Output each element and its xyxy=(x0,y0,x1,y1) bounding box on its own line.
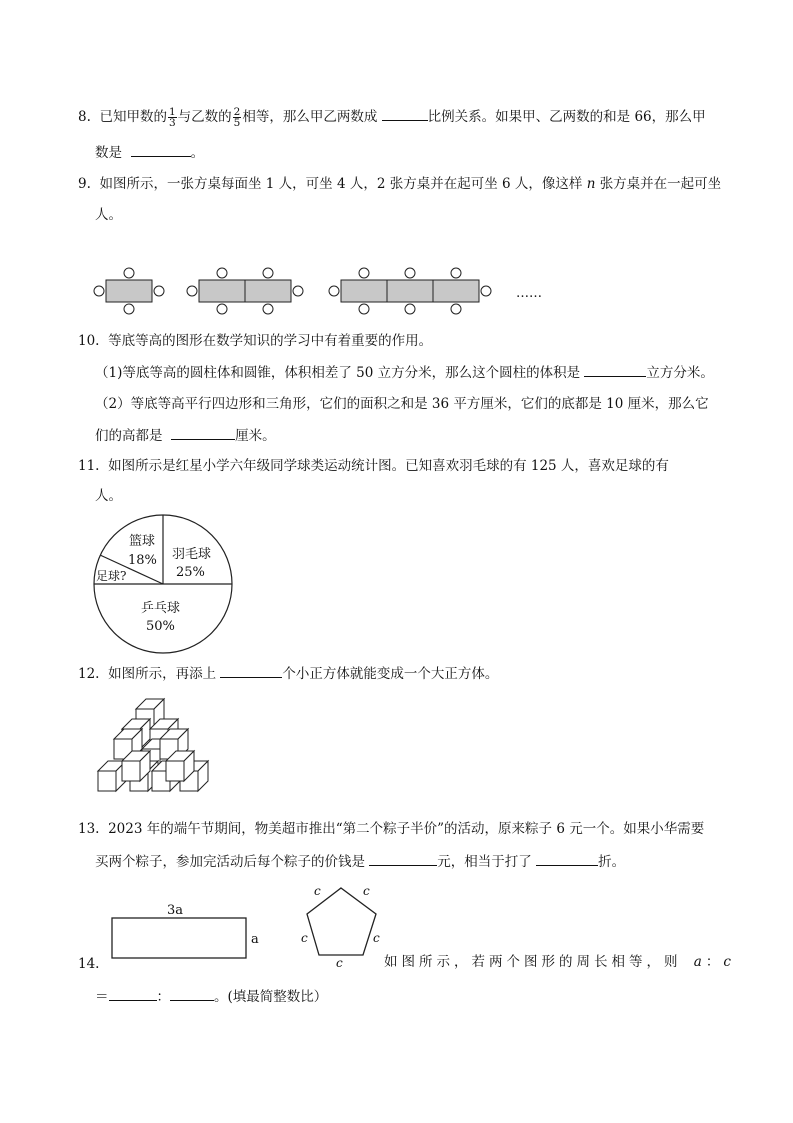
q8-text-6: 。 xyxy=(190,145,205,161)
table-2b xyxy=(245,280,291,302)
rectangle-figure xyxy=(104,900,264,960)
pent-label-3: c xyxy=(301,931,308,945)
q8-answer-blank-1[interactable] xyxy=(382,106,428,121)
q13-text-4: 折。 xyxy=(598,854,626,870)
q14-equals: ＝ xyxy=(95,989,109,1005)
q13-text-1: 2023 年的端午节期间，物美超市推出“第二个粽子半价”的活动，原来粽子 6 元一个。如果小华需要 xyxy=(108,821,705,837)
q14-var-c: c xyxy=(723,954,735,970)
pent-label-2: c xyxy=(363,884,370,898)
seat xyxy=(154,286,164,296)
ellipsis: …… xyxy=(516,286,542,301)
seat xyxy=(451,304,461,314)
q13-line2 xyxy=(95,851,625,872)
seat xyxy=(217,304,227,314)
seat xyxy=(263,268,273,278)
pent-label-4: c xyxy=(373,931,380,945)
pentagon-figure xyxy=(297,880,387,970)
fraction-two-fifths: $\frac{2}{5}$ xyxy=(233,106,241,129)
rect-side-label: a xyxy=(251,932,259,947)
q8-text-2: 与乙数的 xyxy=(177,109,232,125)
fraction-one-third: $\frac{1}{3}$ xyxy=(168,106,176,129)
q14-line2 xyxy=(95,986,327,1007)
table-1 xyxy=(106,280,152,302)
q10-part1-unit: 立方分米。 xyxy=(646,365,714,381)
q14-var-a: a xyxy=(693,954,706,970)
q8-line2 xyxy=(95,142,204,163)
q8-answer-blank-2[interactable] xyxy=(131,142,191,157)
seat xyxy=(217,268,227,278)
q8-text-5: 数是 xyxy=(95,145,122,161)
q10-part1-text: （1)等底等高的圆柱体和圆锥，体积相差了 50 立方分米，那么这个圆柱的体积是 xyxy=(95,365,581,381)
seat xyxy=(359,304,369,314)
seat xyxy=(94,286,104,296)
table-seating-figure xyxy=(90,262,590,322)
q14-text-1: 如图所示，若两个图形的周长相等，则 xyxy=(384,954,682,970)
q10-part2-text: （2）等底等高平行四边形和三角形，它们的面积之和是 36 平方厘米，它们的底都是 10 厘米，那么它 xyxy=(95,396,709,412)
q8-line1 xyxy=(78,106,706,128)
seat xyxy=(124,268,134,278)
q13-text-2: 买两个粽子，参加完活动后每个粽子的价钱是 xyxy=(95,854,365,870)
q8-text-4: 比例关系。如果甲、乙两数的和是 66，那么甲 xyxy=(427,109,706,125)
seat xyxy=(263,304,273,314)
q12-text-2: 个小正方体就能变成一个大正方体。 xyxy=(282,666,499,682)
pie-pct-pingpong: 50% xyxy=(146,619,175,634)
table-2a xyxy=(199,280,245,302)
q10-stem xyxy=(78,331,432,351)
q14-number-line xyxy=(78,954,99,974)
q9-text-3: 人。 xyxy=(95,207,122,223)
q9-number: 9. xyxy=(78,176,91,192)
q11-text-2: 人。 xyxy=(95,488,122,504)
q10-answer-blank-2[interactable] xyxy=(171,425,235,440)
q14-line1 xyxy=(384,952,735,972)
seat xyxy=(481,286,491,296)
q10-stem-text: 等底等高的图形在数学知识的学习中有着重要的作用。 xyxy=(108,333,433,349)
pie-pct-basketball: 18% xyxy=(128,553,157,568)
q11-number: 11. xyxy=(78,458,100,474)
seat xyxy=(329,286,339,296)
pie-label-football: 足球? xyxy=(96,569,127,583)
pie-label-pingpong: 乒乓球 xyxy=(141,601,181,616)
table-3a xyxy=(341,280,387,302)
ball-sports-pie-chart xyxy=(93,514,243,664)
pent-label-1: c xyxy=(314,884,321,898)
seat xyxy=(405,268,415,278)
q10-part2-unit: 厘米。 xyxy=(235,428,276,444)
q14-colon: ： xyxy=(705,954,724,970)
q14-note: 。(填最简整数比） xyxy=(214,989,328,1005)
table-3b xyxy=(387,280,433,302)
stacked-cubes-figure xyxy=(94,691,219,806)
q9-line1 xyxy=(78,174,721,194)
q14-number: 14. xyxy=(78,956,100,972)
q8-text-1: 已知甲数的 xyxy=(99,109,167,125)
seat xyxy=(124,304,134,314)
q9-text-1: 如图所示，一张方桌每面坐 1 人，可坐 4 人，2 张方桌并在起可坐 6 人，像这样 xyxy=(99,176,583,192)
q9-variable-n: n xyxy=(586,176,596,192)
pie-pct-badminton: 25% xyxy=(176,565,205,580)
rect-top-label: 3a xyxy=(167,903,184,918)
q9-text-2: 张方桌并在一起可坐 xyxy=(599,176,722,192)
seat xyxy=(293,286,303,296)
q8-text-3: 相等，那么甲乙两数成 xyxy=(242,109,378,125)
q10-answer-blank-1[interactable] xyxy=(584,362,646,377)
pie-label-badminton: 羽毛球 xyxy=(172,547,212,562)
seat xyxy=(451,268,461,278)
table-3c xyxy=(433,280,479,302)
q10-number: 10. xyxy=(78,333,100,349)
q14-answer-blank-2[interactable] xyxy=(170,986,214,1001)
q13-answer-blank-2[interactable] xyxy=(536,851,598,866)
q13-answer-blank-1[interactable] xyxy=(369,851,437,866)
q10-part2-line1 xyxy=(95,394,709,414)
q11-text-1: 如图所示是红星小学六年级同学球类运动统计图。已知喜欢羽毛球的有 125 人，喜欢足球的有 xyxy=(108,458,669,474)
q9-line2 xyxy=(95,205,122,225)
q13-line1 xyxy=(78,819,704,839)
q11-line2 xyxy=(95,486,122,506)
q12-number: 12. xyxy=(78,666,100,682)
seat xyxy=(405,304,415,314)
q8-number: 8. xyxy=(78,109,91,125)
seat xyxy=(359,268,369,278)
q12-line xyxy=(78,663,498,684)
q14-answer-blank-1[interactable] xyxy=(109,986,157,1001)
q11-line1 xyxy=(78,456,669,476)
q12-answer-blank[interactable] xyxy=(220,663,282,678)
pent-label-5: c xyxy=(336,956,343,970)
seat xyxy=(187,286,197,296)
q14-ratio-colon: ： xyxy=(156,989,170,1005)
q13-text-3: 元，相当于打了 xyxy=(437,854,532,870)
q13-number: 13. xyxy=(78,821,100,837)
pie-label-basketball: 篮球 xyxy=(129,534,156,549)
q10-part2-line2 xyxy=(95,425,276,446)
q12-text-1: 如图所示，再添上 xyxy=(108,666,217,682)
q10-part2-text-2: 们的高都是 xyxy=(95,428,163,444)
q10-part1 xyxy=(95,362,714,383)
